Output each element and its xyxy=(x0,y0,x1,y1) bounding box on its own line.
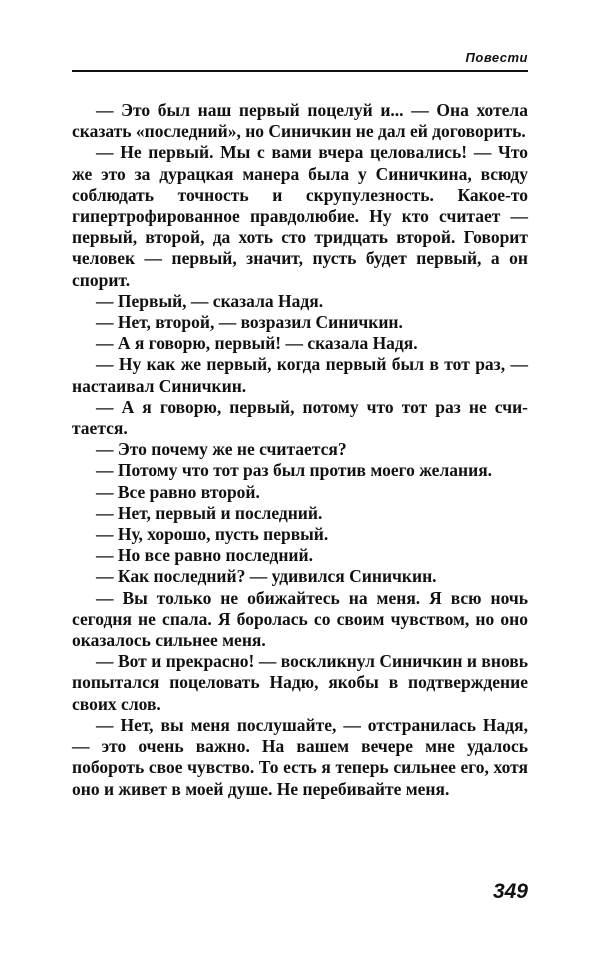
page-number: 349 xyxy=(492,880,528,903)
paragraph: — Первый, — сказала Надя. xyxy=(96,290,324,311)
paragraph: — Это почему же не считается? xyxy=(96,439,347,460)
paragraph: — А я говорю, первый! — сказала Надя. xyxy=(96,333,418,354)
body-text xyxy=(72,100,528,800)
paragraph: — Ну как же первый, когда первый был в тот раз, — настаивал Синичкин. xyxy=(72,354,528,396)
paragraph: — Нет, второй, — возразил Синичкин. xyxy=(96,312,403,333)
paragraph: — А я говорю, первый, потому что тот раз не считается. xyxy=(72,396,528,439)
paragraph: — Но все равно последний. xyxy=(96,545,313,566)
paragraph: — Нет, вы меня послушайте, — отстранилась Надя, — это очень важно. На вашем вечере мне удалось побороть свое чувство. То есть я теперь сильнее его, хотя оно и живет в моей душе. Не перебивайте меня. xyxy=(72,714,528,799)
header-rule xyxy=(72,70,528,72)
paragraph: — Потому что тот раз был против моего желания. xyxy=(96,460,493,481)
running-title: Повести xyxy=(465,50,528,65)
paragraph: — Не первый. Мы с вами вчера целовались! — Что же это за дурацкая манера была у Синичкина, всюду соблюдать точность и скрупулезность. Какое-то гипертрофированное правдолюбие. Ну кто считает — первый, второй, да хоть сто тридцать второй. Говорит человек — первый, значит, пусть будет первый, а он спорит. xyxy=(72,142,528,290)
paragraph: — Вот и прекрасно! — воскликнул Синичкин и вновь попытался поцеловать Надю, якобы в подтверждение своих слов. xyxy=(72,651,528,714)
paragraph: — Это был наш первый поцелуй и... — Она хотела сказать «последний», но Синичкин не дал ей договорить. xyxy=(72,100,528,142)
paragraph: — Вы только не обижайтесь на меня. Я всю ночь сегодня не спала. Я боролась со своим чувством, но оно оказалось сильнее меня. xyxy=(72,587,528,651)
paragraph: — Ну, хорошо, пусть первый. xyxy=(96,524,329,545)
paragraph: — Как последний? — удивился Синичкин. xyxy=(96,566,437,587)
paragraph: — Нет, первый и последний. xyxy=(96,502,323,523)
paragraph: — Все равно второй. xyxy=(96,481,260,502)
